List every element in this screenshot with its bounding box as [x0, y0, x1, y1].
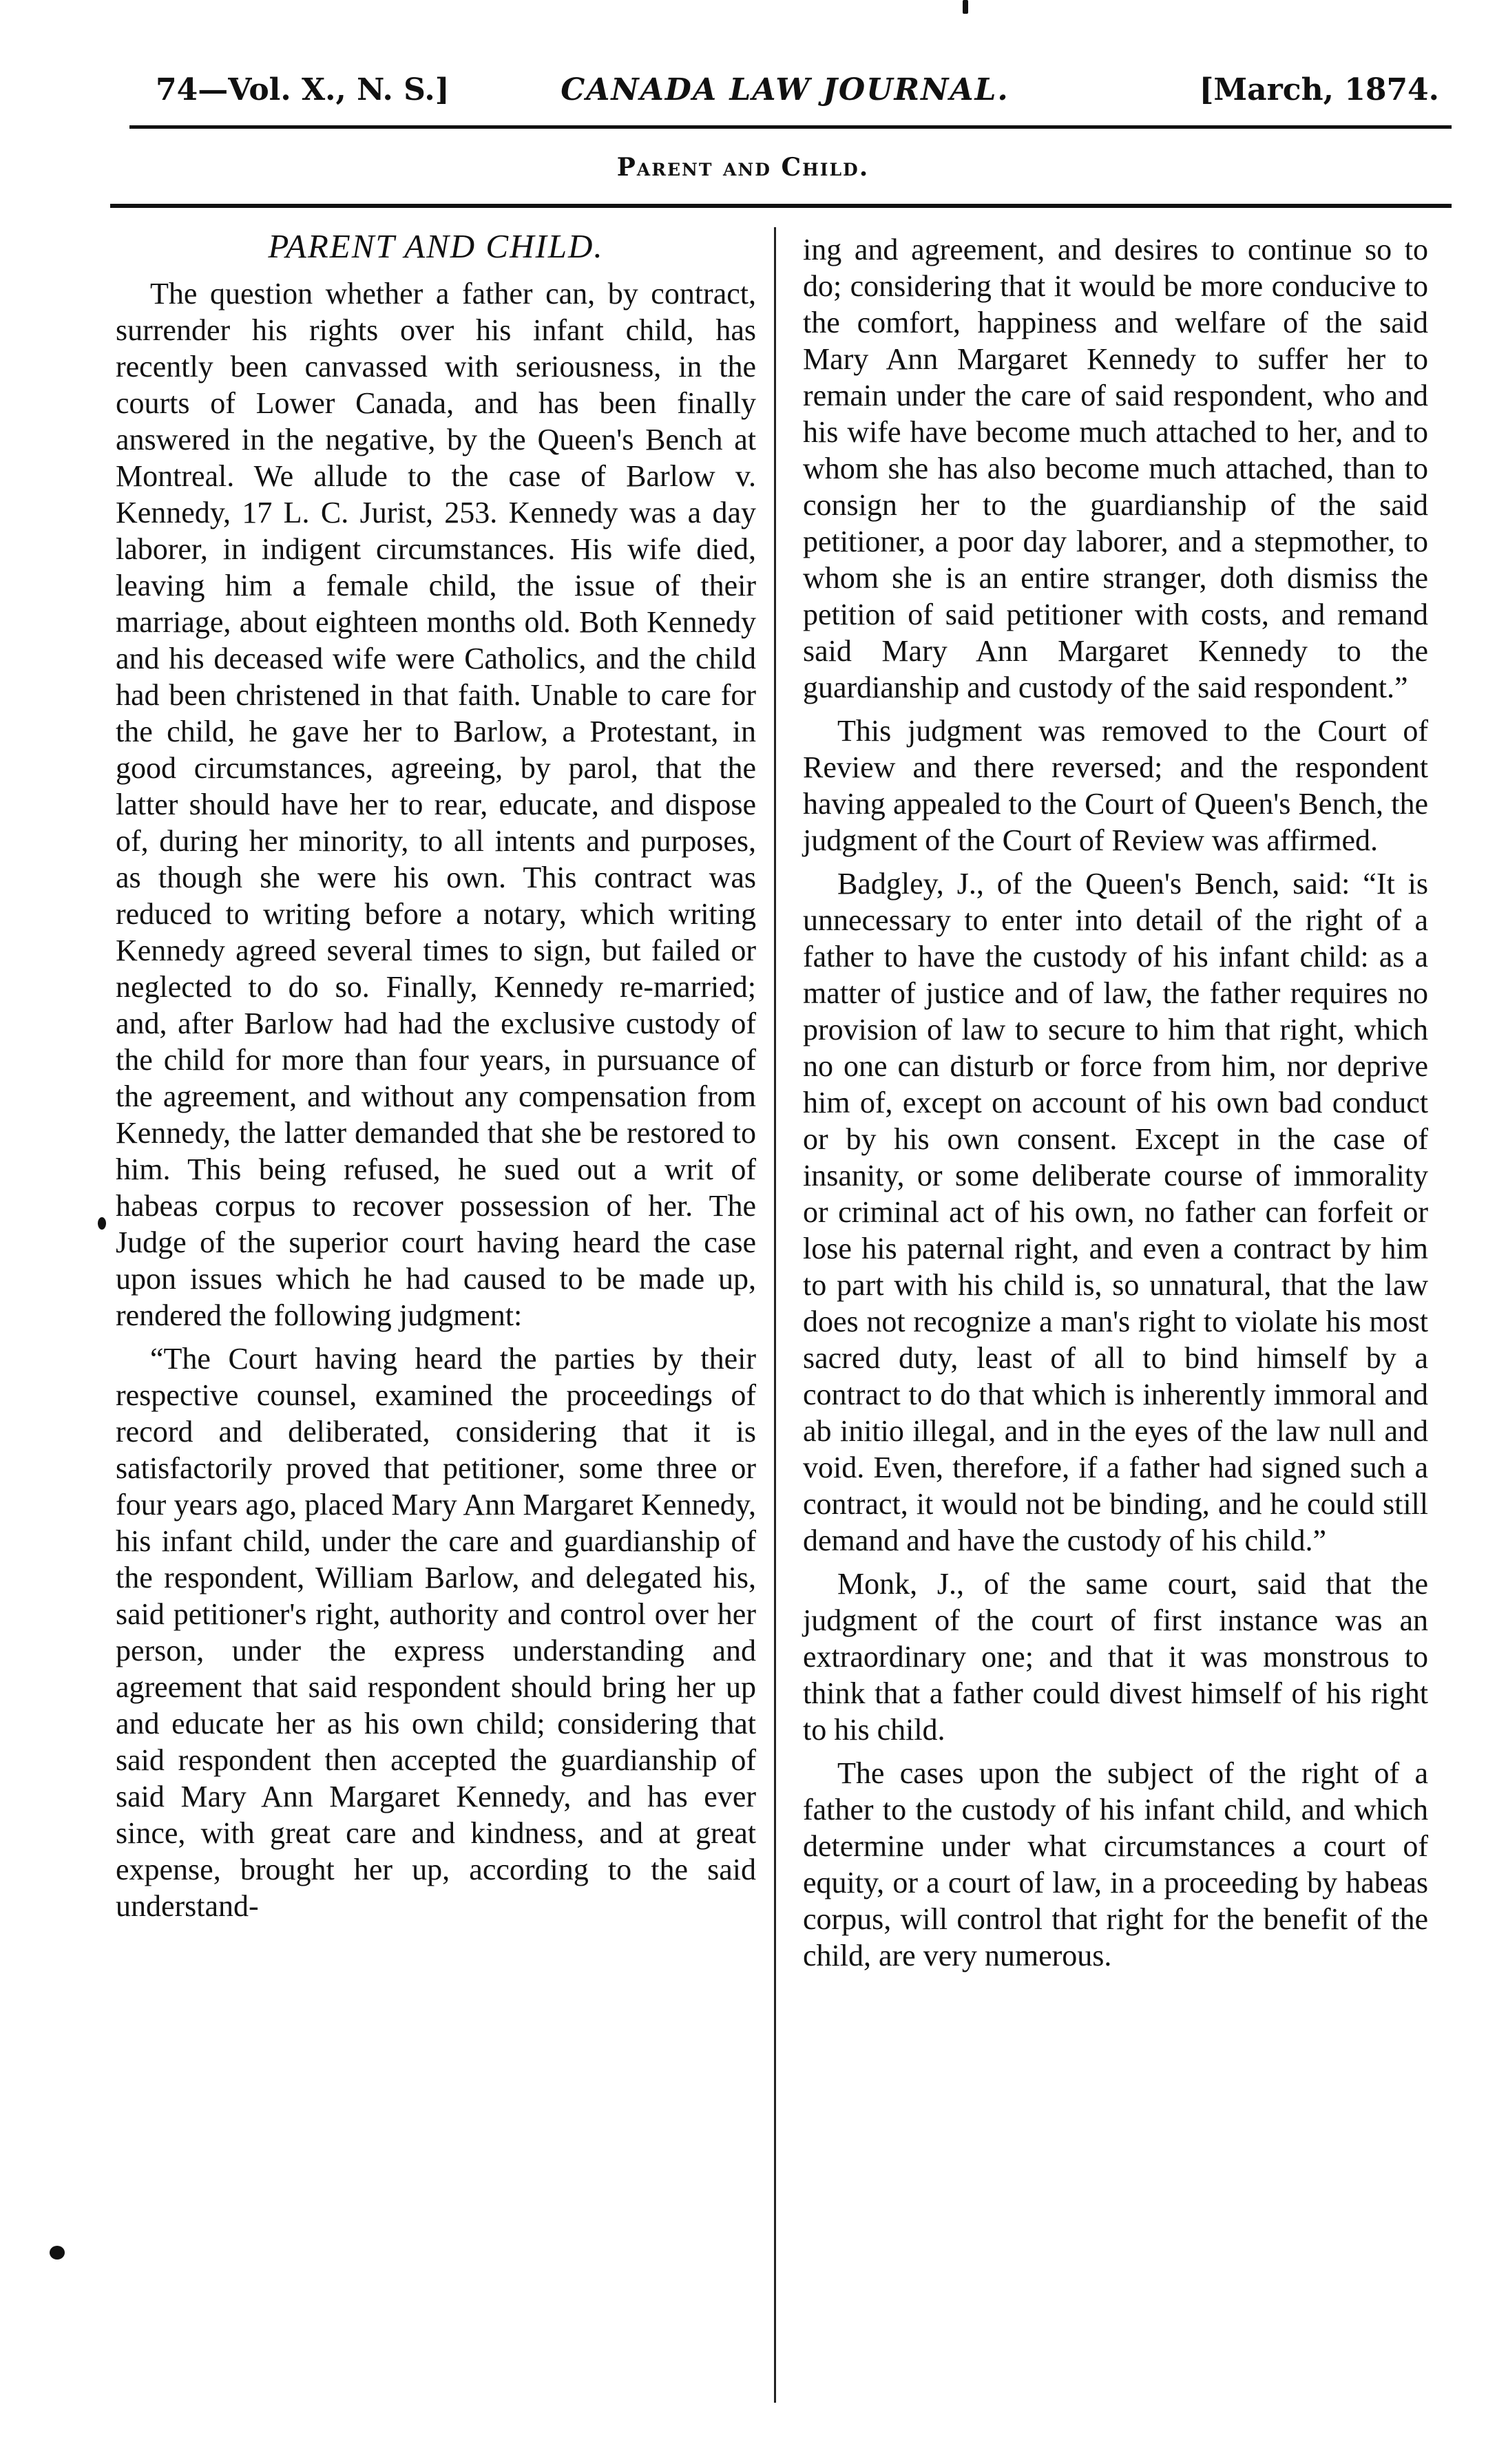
journal-title: CANADA LAW JOURNAL. [561, 72, 1009, 107]
margin-mark [98, 1217, 106, 1230]
article-paragraph: The cases upon the subject of the right of a father to the custody of his infant child, and which determine under what circumstances a court of equity, or a court of law, in a proceeding by habeas corpus, will control that right for the benefit of the child, are very numerous. [803, 1756, 1428, 1972]
right-column [803, 231, 1428, 1981]
article-paragraph: This judgment was removed to the Court of Review and there reversed; and the respondent having appealed to the Court of Queen's Bench, the judgment of the Court of Review was affirmed. [803, 714, 1428, 857]
header-rule-bottom [110, 204, 1452, 208]
issue-date: [March, 1874. [1199, 72, 1439, 107]
judgment-quote-continued: ing and agreement, and desires to continue so to do; considering that it would be more conducive to the comfort, happiness and welfare of the said Mary Ann Margaret Kennedy to suffer her to remain under the care of said respondent, who and his wife have become much attached to her, and to whom she has also become much attached, than to consign her to the guardianship of the said petitioner, a poor day laborer, and a stepmother, to whom she is an entire stranger, doth dismiss the petition of said petitioner with costs, and remand said Mary Ann Margaret Kennedy to the guardianship and custody of the said respondent.” [803, 233, 1428, 704]
left-column [116, 224, 756, 1931]
margin-mark [50, 2246, 65, 2260]
header-rule-top [129, 125, 1452, 129]
page-header [131, 67, 1439, 113]
volume-reference: 74—Vol. X., N. S.] [156, 72, 450, 107]
article-paragraph: Monk, J., of the same court, said that the judgment of the court of first instance was an extraordinary one; and that it was monstrous to think that a father could divest himself of his right to his child. [803, 1567, 1428, 1747]
running-title: Parent and Child. [616, 153, 870, 182]
margin-mark [963, 0, 968, 14]
judgment-quote: “The Court having heard the parties by their respective counsel, examined the proceedings of record and deliberated, considering that it is satisfactorily proved that petitioner, some three or four years ago, placed Mary Ann Margaret Kennedy, his infant child, under the care and guardianship of the respondent, William Barlow, and delegated his, said petitioner's right, authority and control over her person, under the express understanding and agreement that said respondent should bring her up and educate her as his own child; considering that said respondent then accepted the guardianship of said Mary Ann Margaret Kennedy, and has ever since, with great care and kindness, and at great expense, brought her up, according to the said understand- [116, 1342, 756, 1923]
article-paragraph: Badgley, J., of the Queen's Bench, said: “It is unnecessary to enter into detail of the right of a father to have the custody of his infant child: as a matter of justice and of law, the father requires no provision of law to secure to him that right, which no one can disturb or force from him, nor deprive him of, except on account of his own bad conduct or by his own consent. Except in the case of insanity, or some deliberate course of immorality or criminal act of his own, no father can forfeit or lose his paternal right, and even a contract by him to part with his child is, so unnatural, that the law does not recognize a man's right to violate his most sacred duty, least of all to bind himself by a contract to do that which is inherently immoral and ab initio illegal, and in the eyes of the law null and void. Even, therefore, if a father had signed such a contract, it would not be binding, and he could still demand and have the custody of his child.” [803, 867, 1428, 1557]
article-title: PARENT AND CHILD. [268, 227, 604, 265]
column-divider [774, 227, 776, 2403]
article-paragraph: The question whether a father can, by contract, surrender his rights over his infant child, has recently been canvassed with seriousness, in the courts of Lower Canada, and has been finally answered in the negative, by the Queen's Bench at Montreal. We allude to the case of Barlow v. Kennedy, 17 L. C. Jurist, 253. Kennedy was a day laborer, in indigent circumstances. His wife died, leaving him a female child, the issue of their marriage, about eighteen months old. Both Kennedy and his deceased wife were Catholics, and the child had been christened in that faith. Unable to care for the child, he gave her to Barlow, a Protestant, in good circumstances, agreeing, by parol, that the latter should have her to rear, educate, and dispose of, during her minority, to all intents and purposes, as though she were his own. This contract was reduced to writing before a notary, which writing Kennedy agreed several times to sign, but failed or neglected to do so. Finally, Kennedy re-married; and, after Barlow had had the exclusive custody of the child for more than four years, in pursuance of the agreement, and without any compensation from Kennedy, the latter demanded that she be restored to him. This being refused, he sued out a writ of habeas corpus to recover possession of her. The Judge of the superior court having heard the case upon issues which he had caused to be made up, rendered the following judgment: [116, 277, 756, 1332]
